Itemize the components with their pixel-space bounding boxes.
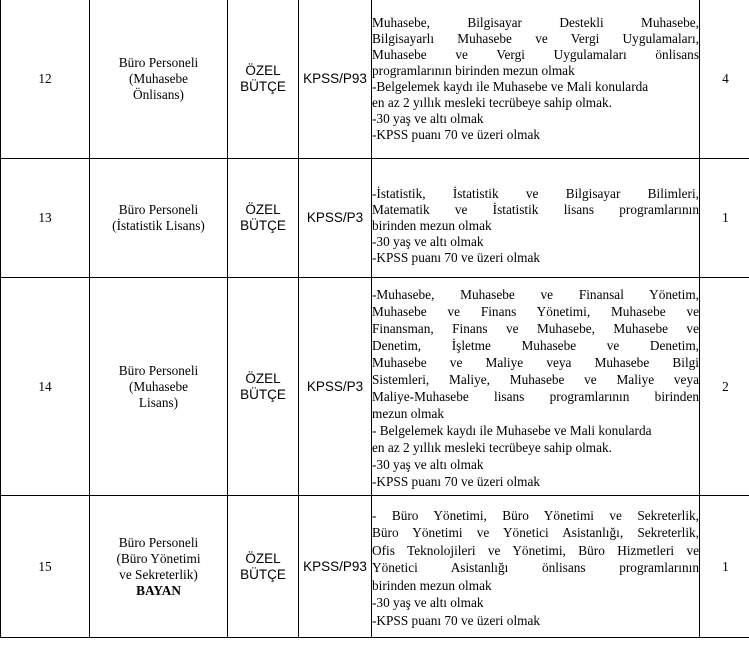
budget-line: ÖZEL <box>245 370 281 386</box>
table-row <box>1 496 749 638</box>
position-line: Büro Personeli <box>118 362 199 378</box>
qualification-line: birinden mezun olmak <box>372 218 492 233</box>
qualifications <box>372 496 700 638</box>
qualification-line: - Büro Yönetimi, Büro Yönetimi ve Sekreterlik, <box>372 507 699 523</box>
position-line: (Muhasebe <box>128 378 189 394</box>
position-line: Büro Personeli <box>118 534 199 550</box>
row-number: 14 <box>1 278 90 496</box>
qualification-line: Yönetici Asistanlığı önlisans programlarının <box>372 560 699 576</box>
table-row <box>1 278 749 496</box>
budget-type <box>228 496 299 638</box>
qualification-line: Muhasebe ve Finans Yönetimi, Muhasebe ve <box>372 304 699 319</box>
position-count: 2 <box>700 278 749 496</box>
qualification-line: Muhasebe ve Maliye veya Muhasebe Bilgi <box>372 355 699 370</box>
row-number: 12 <box>1 0 90 159</box>
qualification-line: Muhasebe ve Vergi Uygulamaları önlisans <box>372 46 699 62</box>
qualification-line: -İstatistik, İstatistik ve Bilgisayar Bilimleri, <box>372 186 699 201</box>
qualifications <box>372 0 700 159</box>
budget-line: BÜTÇE <box>240 78 286 94</box>
position-count: 1 <box>700 496 749 638</box>
position-title <box>90 159 228 278</box>
position-line: Büro Personeli <box>118 202 199 217</box>
qualification-line: -Muhasebe, Muhasebe ve Finansal Yönetim, <box>372 287 699 302</box>
position-count: 1 <box>700 159 749 278</box>
qualification-line: Maliye-Muhasebe lisans programlarının birinden <box>372 389 699 404</box>
qualification-line: -30 yaş ve altı olmak <box>372 234 484 249</box>
budget-line: BÜTÇE <box>240 218 286 233</box>
kpss-type: KPSS/P93 <box>299 496 372 638</box>
qualification-line: -30 yaş ve altı olmak <box>372 110 484 126</box>
position-line: Büro Personeli <box>118 54 199 70</box>
kpss-type: KPSS/P93 <box>299 0 372 159</box>
table-row <box>1 159 749 278</box>
budget-line: ÖZEL <box>245 62 281 78</box>
position-line: (Büro Yönetimi <box>116 550 201 566</box>
qualification-line: -KPSS puanı 70 ve üzeri olmak <box>372 250 541 265</box>
qualification-line: en az 2 yıllık mesleki tecrübeye sahip olmak. <box>372 94 613 110</box>
budget-line: ÖZEL <box>245 202 281 217</box>
budget-type <box>228 159 299 278</box>
position-line: Önlisans) <box>133 86 184 102</box>
qualifications <box>372 278 700 496</box>
budget-line: ÖZEL <box>245 550 281 566</box>
position-title <box>90 0 228 159</box>
qualification-line: programlarının birinden mezun olmak <box>372 62 575 78</box>
budget-line: BÜTÇE <box>240 386 286 402</box>
qualification-line: -Belgelemek kaydı ile Muhasebe ve Mali konularda <box>372 78 649 94</box>
qualification-line: birinden mezun olmak <box>372 577 492 593</box>
qualification-line: Muhasebe, Bilgisayar Destekli Muhasebe, <box>372 14 699 30</box>
kpss-type: KPSS/P3 <box>299 159 372 278</box>
budget-type <box>228 278 299 496</box>
qualification-line: -KPSS puanı 70 ve üzeri olmak <box>372 612 541 628</box>
budget-type <box>228 0 299 159</box>
qualification-line: Matematik ve İstatistik lisans programlarının <box>372 202 699 217</box>
position-line: (İstatistik Lisans) <box>112 218 205 233</box>
position-line: ve Sekreterlik) <box>119 566 198 582</box>
row-number: 15 <box>1 496 90 638</box>
qualifications <box>372 159 700 278</box>
qualification-line: -KPSS puanı 70 ve üzeri olmak <box>372 126 541 142</box>
qualification-line: Denetim, İşletme Muhasebe ve Denetim, <box>372 338 699 353</box>
qualification-line: - Belgelemek kaydı ile Muhasebe ve Mali konularda <box>372 423 652 438</box>
position-count: 4 <box>700 0 749 159</box>
qualification-line: Sistemleri, Maliye, Muhasebe ve Maliye veya <box>372 372 699 387</box>
position-title <box>90 496 228 638</box>
budget-line: BÜTÇE <box>240 566 286 582</box>
qualification-line: -30 yaş ve altı olmak <box>372 595 484 611</box>
qualification-line: en az 2 yıllık mesleki tecrübeye sahip olmak. <box>372 440 613 455</box>
position-line: (Muhasebe <box>128 70 189 86</box>
position-title <box>90 278 228 496</box>
qualification-line: Ofis Teknolojileri ve Yönetimi, Büro Hizmetleri ve <box>372 542 699 558</box>
kpss-type: KPSS/P3 <box>299 278 372 496</box>
table-row <box>1 0 749 159</box>
qualification-line: Büro Yönetimi ve Yönetici Asistanlığı, Sekreterlik, <box>372 525 699 541</box>
row-number: 13 <box>1 159 90 278</box>
position-line: Lisans) <box>138 394 179 410</box>
position-emphasis: BAYAN <box>136 582 181 598</box>
qualification-line: mezun olmak <box>372 406 445 421</box>
positions-table-body <box>1 0 749 638</box>
qualification-line: Finansman, Finans ve Muhasebe, Muhasebe ve <box>372 321 699 336</box>
qualification-line: Bilgisayarlı Muhasebe ve Vergi Uygulamaları, <box>372 30 699 46</box>
qualification-line: -30 yaş ve altı olmak <box>372 457 484 472</box>
qualification-line: -KPSS puanı 70 ve üzeri olmak <box>372 474 541 489</box>
